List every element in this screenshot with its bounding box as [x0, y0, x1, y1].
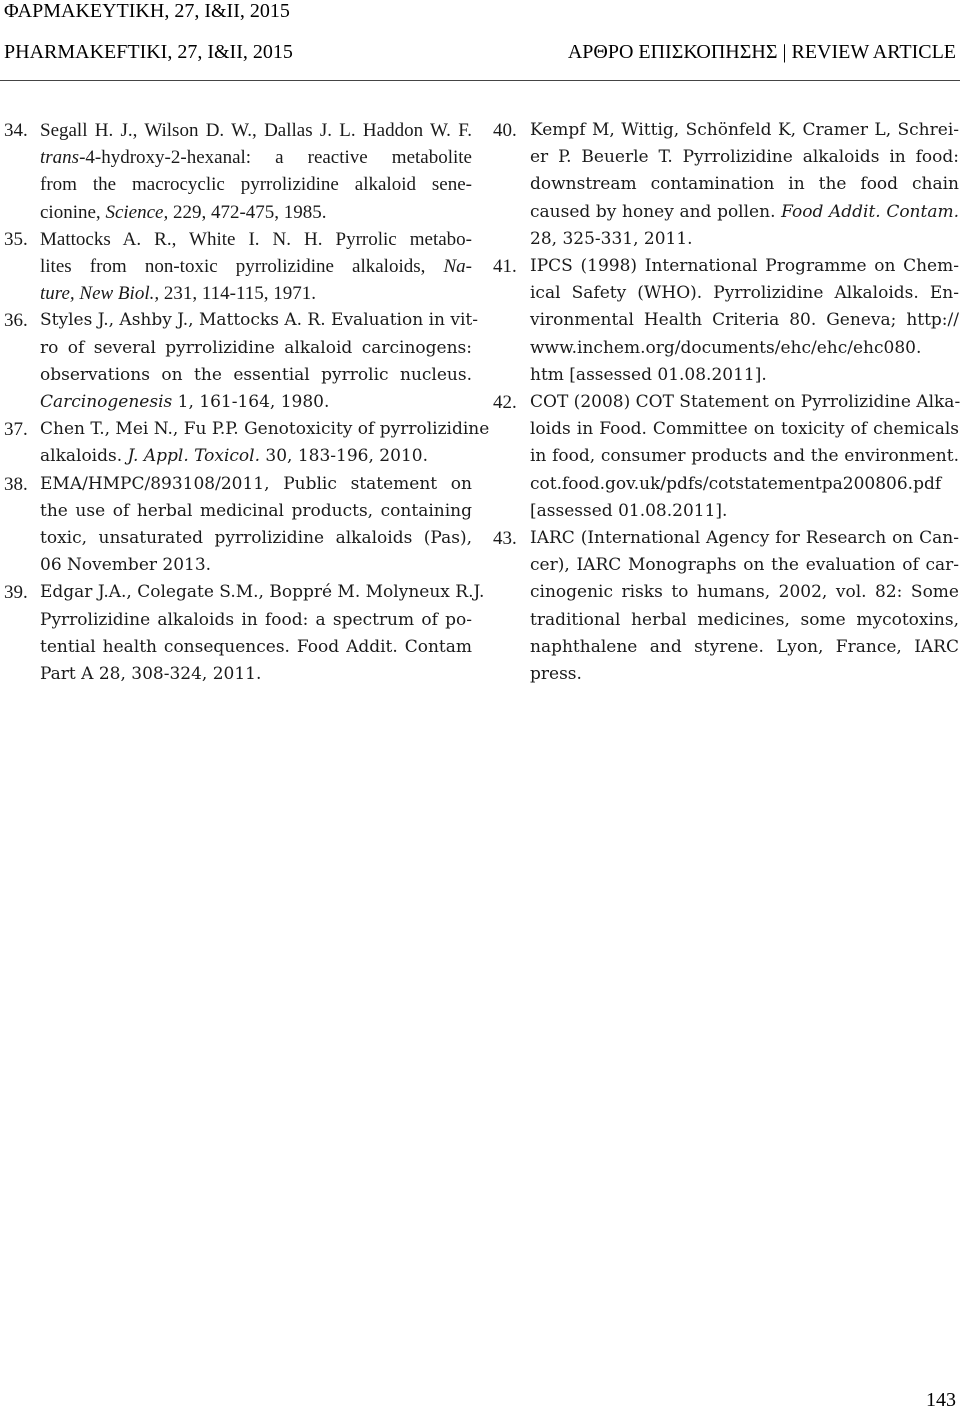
reference-number: 35. [4, 228, 28, 250]
reference-text: IARC (International Agency for Research on Can- [530, 528, 959, 549]
reference-text: Chen T., Mei N., Fu P.P. Genotoxicity of pyrrolizidine [40, 419, 490, 440]
reference-item [493, 389, 959, 525]
reference-text: Food Addit. Contam. [781, 201, 959, 222]
reference-line [40, 634, 472, 661]
reference-text: traditional herbal medicines, some mycotoxins, [530, 609, 959, 630]
reference-text: er P. Beuerle T. Pyrrolizidine alkaloids in food: [530, 147, 959, 168]
reference-text: Pyrrolizidine alkaloids in food: a spectrum of po- [40, 609, 472, 630]
reference-line [40, 389, 472, 416]
reference-line [40, 253, 472, 280]
reference-text: caused by honey and pollen. [530, 201, 782, 222]
reference-number: 42. [493, 392, 517, 414]
reference-text: cinogenic risks to humans, 2002, vol. 82: Some [530, 582, 959, 603]
reference-line [530, 661, 959, 688]
reference-line [40, 552, 472, 579]
reference-text: observations on the essential pyrrolic nucleus. [40, 364, 472, 385]
reference-text: Carcinogenesis [40, 392, 173, 413]
reference-number: 38. [4, 473, 28, 495]
reference-number: 36. [4, 310, 28, 332]
reference-text: ture, New Biol., [40, 283, 160, 305]
reference-line [40, 362, 472, 389]
reference-text: -4-hydroxy-2-hexanal: a reactive metabolite [79, 147, 472, 169]
reference-number: 40. [493, 120, 517, 141]
reference-item [0, 471, 472, 580]
reference-text: Edgar J.A., Colegate S.M., Boppré M. Molyneux R.J. [40, 582, 485, 603]
reference-line [530, 579, 959, 606]
reference-line [530, 280, 959, 307]
reference-item [493, 525, 959, 688]
reference-text: cer), IARC Monographs on the evaluation of car- [530, 555, 959, 576]
reference-item [0, 307, 478, 416]
reference-line [530, 389, 959, 416]
reference-text: 30, 183-196, 2010. [260, 446, 428, 467]
reference-text: Styles J., Ashby J., Mattocks A. R. Evaluation in vit- [40, 310, 478, 331]
reference-line [530, 416, 959, 443]
reference-number: 41. [493, 256, 517, 278]
reference-text: COT (2008) COT Statement on Pyrrolizidine Alka- [530, 392, 960, 413]
reference-line [40, 525, 472, 552]
reference-text: in food, consumer products and the environment. [530, 446, 959, 467]
reference-text: press. [530, 664, 582, 685]
reference-text: Segall H. J., Wilson D. W., Dallas J. L. Haddon W. F. [40, 120, 472, 141]
reference-text: 1, 161-164, 1980. [172, 392, 330, 413]
reference-line [530, 525, 959, 552]
reference-text: [assessed 01.08.2011]. [530, 500, 728, 521]
reference-line [530, 634, 959, 661]
reference-text: htm [assessed 01.08.2011]. [530, 364, 767, 385]
reference-line [530, 171, 959, 198]
reference-text: Kempf M, Wittig, Schönfeld K, Cramer L, Schrei- [530, 120, 959, 140]
reference-line [530, 498, 959, 525]
references-right-column [493, 117, 959, 688]
reference-text: ical Safety (WHO). Pyrrolizidine Alkaloids. En- [530, 283, 959, 304]
reference-line [40, 226, 472, 253]
reference-line [40, 280, 472, 307]
reference-line [530, 199, 959, 226]
reference-text: lites from non-toxic pyrrolizidine alkaloids, [40, 256, 444, 278]
reference-text: 06 November 2013. [40, 555, 212, 576]
reference-line [530, 253, 959, 280]
reference-line [40, 579, 485, 606]
reference-item [0, 416, 490, 470]
reference-line [530, 335, 959, 362]
reference-text: the use of herbal medicinal products, containing [40, 500, 472, 521]
reference-line [40, 471, 472, 498]
reference-text: tential health consequences. Food Addit. Contam [40, 636, 472, 657]
reference-item [0, 579, 485, 688]
article-section-label: ΑΡΘΡΟ ΕΠΙΣΚΟΠΗΣΗΣ | REVIEW ARTICLE [567, 41, 956, 63]
reference-text: Na- [443, 256, 472, 278]
reference-text: Part A 28, 308-324, 2011. [40, 664, 262, 685]
reference-text: ro of several pyrrolizidine alkaloid carcinogens: [40, 337, 472, 358]
reference-text: cot.food.gov.uk/pdfs/cotstatementpa200806.pdf [530, 473, 942, 494]
reference-text: 231, 114-115, 1971. [159, 283, 317, 305]
reference-line [530, 226, 959, 253]
reference-line [40, 307, 478, 334]
reference-text: Science, [105, 201, 169, 223]
reference-line [530, 144, 959, 171]
reference-line [530, 552, 959, 579]
reference-text: Mattocks A. R., White I. N. H. Pyrrolic metabo- [40, 228, 472, 250]
reference-line [40, 144, 472, 171]
reference-text: 229, 472-475, 1985. [168, 201, 327, 223]
reference-line [530, 307, 959, 334]
reference-number: 34. [4, 120, 28, 141]
reference-item [493, 253, 959, 389]
journal-title-latin: PHARMAKEFTIKI, 27, I&II, 2015 [4, 41, 293, 63]
reference-line [40, 416, 490, 443]
reference-number: 39. [4, 582, 28, 604]
reference-line [530, 607, 959, 634]
reference-text: IPCS (1998) International Programme on Chem- [530, 256, 959, 277]
reference-number: 37. [4, 419, 28, 441]
reference-line [530, 471, 959, 498]
reference-text: toxic, unsaturated pyrrolizidine alkaloids (Pas), [40, 528, 472, 549]
reference-text: naphthalene and styrene. Lyon, France, IARC [530, 636, 959, 657]
reference-text: from the macrocyclic pyrrolizidine alkaloid sene- [40, 174, 472, 196]
reference-text: downstream contamination in the food chain [530, 174, 959, 195]
reference-text: vironmental Health Criteria 80. Geneva; http:// [530, 310, 959, 331]
reference-line [40, 607, 472, 634]
reference-line [40, 661, 472, 688]
reference-line [530, 117, 959, 144]
reference-text: alkaloids. [40, 446, 128, 467]
reference-text: www.inchem.org/documents/ehc/ehc/ehc080. [530, 337, 922, 358]
reference-line [40, 443, 472, 470]
reference-line [40, 171, 472, 198]
journal-title-greek: ΦΑΡΜΑΚΕΥΤΙΚΗ, 27, I&II, 2015 [4, 0, 290, 22]
references-left-column [0, 117, 490, 688]
reference-line [530, 362, 959, 389]
reference-text: cionine, [40, 201, 106, 223]
reference-text: J. Appl. Toxicol. [127, 446, 261, 467]
reference-line [40, 117, 472, 144]
reference-line [40, 199, 472, 226]
page-number: 143 [926, 1389, 956, 1411]
reference-line [40, 335, 472, 362]
reference-item [0, 117, 472, 226]
reference-item [0, 226, 472, 308]
reference-text: trans [40, 147, 80, 169]
reference-text: 28, 325-331, 2011. [530, 228, 693, 249]
reference-text: loids in Food. Committee on toxicity of chemicals [530, 419, 959, 440]
reference-line [40, 498, 472, 525]
reference-number: 43. [493, 528, 517, 550]
reference-text: EMA/HMPC/893108/2011, Public statement on [40, 473, 472, 494]
header-divider [0, 80, 960, 81]
reference-item [493, 117, 959, 253]
reference-line [530, 443, 959, 470]
